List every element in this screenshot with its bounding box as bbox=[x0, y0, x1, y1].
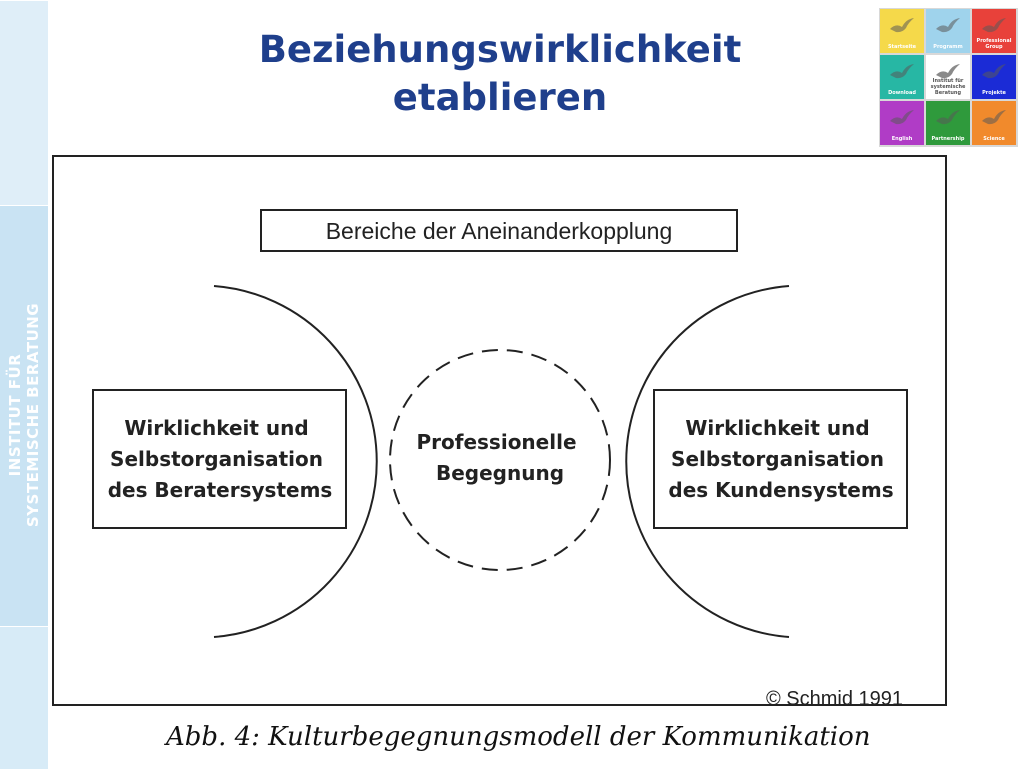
logo-tile-label: Download bbox=[888, 90, 916, 96]
institute-logo-grid bbox=[879, 8, 1018, 147]
bird-icon bbox=[980, 61, 1008, 83]
sidebar bbox=[0, 0, 48, 768]
logo-tile bbox=[880, 101, 924, 145]
consultant-system-line1: Wirklichkeit und bbox=[124, 416, 309, 440]
logo-tile-label: Science bbox=[983, 136, 1005, 142]
consultant-system-label bbox=[108, 416, 333, 502]
logo-tile-label: Partnership bbox=[931, 136, 965, 142]
bird-icon bbox=[934, 107, 962, 129]
logo-tile-label: Programm bbox=[933, 44, 963, 50]
professional-encounter-line1: Professionelle bbox=[416, 430, 577, 454]
sidebar-band-bottom bbox=[0, 626, 48, 769]
coupling-areas-label: Bereiche der Aneinanderkopplung bbox=[325, 218, 673, 244]
sidebar-band-top bbox=[0, 0, 48, 206]
logo-tile-label: English bbox=[891, 136, 913, 142]
bird-icon bbox=[980, 107, 1008, 129]
professional-encounter-label bbox=[417, 430, 584, 485]
slide-title-line1: Beziehungswirklichkeit bbox=[258, 28, 742, 71]
figure-frame bbox=[52, 155, 947, 706]
copyright-label: © Schmid 1991 bbox=[766, 688, 904, 704]
bird-icon bbox=[888, 107, 916, 129]
logo-tile bbox=[926, 9, 970, 53]
client-system-label bbox=[668, 416, 893, 502]
logo-tile bbox=[926, 101, 970, 145]
culture-encounter-diagram bbox=[54, 157, 945, 704]
logo-tile bbox=[880, 9, 924, 53]
bird-icon bbox=[888, 15, 916, 37]
figure-caption: Abb. 4: Kulturbegegnungsmodell der Kommunikation bbox=[166, 722, 871, 752]
institute-name-line2: SYSTEMISCHE BERATUNG bbox=[24, 302, 42, 528]
slide-title-line2: etablieren bbox=[392, 76, 608, 119]
client-system-line2: Selbstorganisation bbox=[671, 447, 884, 471]
logo-tile-label: Startseite bbox=[887, 44, 917, 50]
logo-tile bbox=[972, 9, 1016, 53]
logo-tile-label: Professional Group bbox=[976, 38, 1012, 50]
consultant-system-line3: des Beratersystems bbox=[107, 478, 333, 502]
logo-tile bbox=[972, 101, 1016, 145]
slide-title bbox=[200, 26, 800, 122]
bird-icon bbox=[888, 61, 916, 83]
logo-tile bbox=[926, 55, 970, 99]
logo-tile bbox=[972, 55, 1016, 99]
logo-tile-label: Institut für systemische Beratung bbox=[930, 78, 966, 96]
institute-name-line1: INSTITUT FÜR bbox=[6, 353, 24, 477]
bird-icon bbox=[980, 15, 1008, 37]
logo-tile bbox=[880, 55, 924, 99]
institute-name-vertical bbox=[6, 303, 42, 527]
professional-encounter-line2: Begegnung bbox=[435, 461, 565, 485]
bird-icon bbox=[934, 15, 962, 37]
logo-tile-label: Projekte bbox=[982, 90, 1006, 96]
encounter-circle bbox=[390, 350, 610, 570]
client-system-line1: Wirklichkeit und bbox=[685, 416, 870, 440]
client-system-line3: des Kundensystems bbox=[668, 478, 894, 502]
consultant-system-line2: Selbstorganisation bbox=[110, 447, 323, 471]
